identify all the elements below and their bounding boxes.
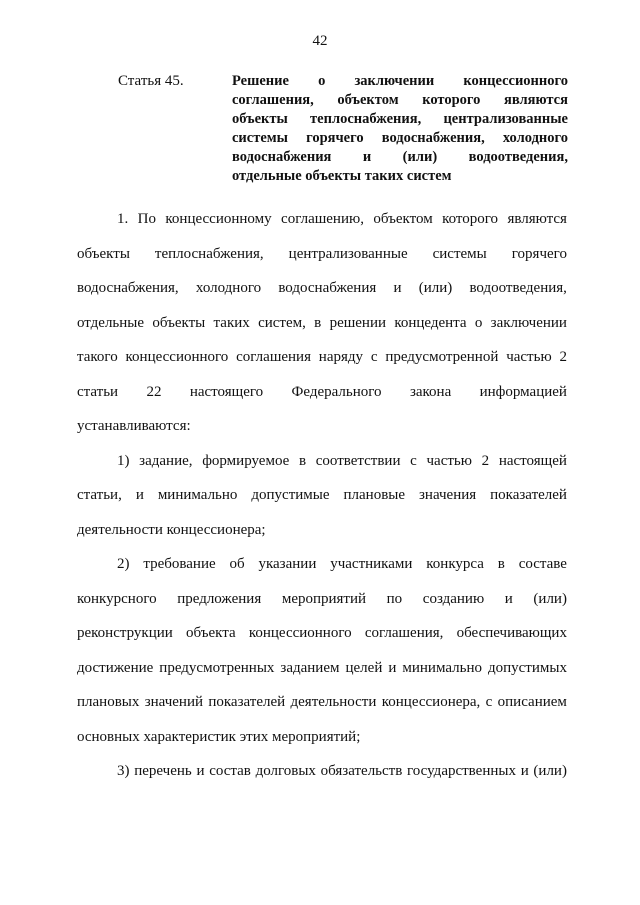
word: перечень — [134, 763, 192, 779]
article-title-line — [232, 129, 568, 148]
word: допустимых — [487, 659, 567, 676]
word: и — [388, 659, 397, 676]
paragraph-line — [77, 271, 567, 306]
word: водоснабжения, — [381, 130, 485, 146]
article-header — [0, 72, 640, 182]
word: которого — [422, 92, 481, 108]
word: 1. — [117, 211, 129, 227]
word: статьи — [77, 383, 119, 400]
word: задание, — [139, 452, 193, 469]
word: и — [135, 487, 144, 503]
word: заключении — [490, 314, 567, 331]
word: соглашения, — [364, 625, 444, 641]
word: холодного — [195, 280, 262, 296]
word: предложения — [177, 590, 262, 607]
list-item-line — [77, 754, 567, 789]
word: участниками — [330, 556, 413, 572]
word: деятельности — [290, 694, 377, 710]
article-title — [232, 72, 568, 186]
word: в — [314, 314, 322, 331]
word: частью — [426, 452, 472, 469]
word: теплоснабжения, — [154, 245, 264, 262]
paragraph-line — [77, 237, 567, 272]
word: плановые — [343, 487, 406, 503]
word: по — [386, 590, 403, 607]
word: и — [196, 763, 205, 779]
word: водоснабжения — [278, 280, 377, 296]
list-item-line — [77, 651, 567, 686]
word: в — [298, 452, 307, 469]
word: обязательств — [320, 763, 403, 779]
word: закона — [409, 383, 452, 400]
word: о — [474, 314, 483, 331]
word: показателей — [208, 694, 286, 710]
article-title-line — [232, 91, 568, 110]
word: значений — [144, 694, 203, 710]
word: водоснабжения, — [77, 280, 179, 296]
word: 3) — [117, 763, 130, 779]
word: требование — [143, 556, 216, 572]
word: указании — [258, 556, 317, 572]
article-title-line — [232, 72, 568, 91]
word: реконструкции — [77, 625, 173, 641]
word: концедента — [394, 314, 467, 331]
word: концессионного — [248, 625, 352, 641]
word: которого — [442, 211, 499, 227]
word: горячего — [306, 130, 364, 146]
word: частью — [506, 349, 552, 365]
word: информацией — [479, 383, 567, 400]
word: концессионера, — [381, 694, 481, 710]
list-item-line — [77, 616, 567, 651]
word: отдельные — [77, 314, 145, 331]
word: объекты — [152, 314, 206, 331]
word: (или) — [418, 280, 453, 296]
word: систем, — [258, 314, 306, 331]
word: составе — [518, 556, 567, 572]
word: 2 — [481, 452, 490, 469]
word: о — [318, 73, 326, 89]
word: централизованные — [443, 111, 568, 127]
word: концессионному — [165, 211, 272, 227]
word: допустимые — [251, 487, 330, 503]
word: 22 — [146, 383, 162, 400]
word: 2 — [559, 349, 567, 365]
word: целей — [345, 659, 383, 676]
word: 1) — [117, 452, 130, 469]
page-number: 42 — [312, 33, 328, 49]
word: системы — [232, 130, 288, 146]
word: минимально — [402, 659, 482, 676]
word: теплоснабжения, — [310, 111, 422, 127]
word: с — [370, 349, 378, 365]
list-item-line — [77, 582, 567, 617]
word: и — [520, 763, 529, 779]
word: заданием — [280, 659, 340, 676]
word: соглашения, — [232, 92, 314, 108]
article-label: Статья 45. — [118, 73, 184, 89]
word: предусмотренной — [385, 349, 499, 365]
list-item-line: основных характеристик этих мероприятий; — [77, 728, 361, 745]
word: объектом — [337, 92, 399, 108]
paragraph-line — [77, 202, 567, 237]
word: минимально — [157, 487, 238, 503]
article-title-line: отдельные объекты таких систем — [232, 168, 452, 184]
word: показателей — [490, 487, 567, 503]
paragraph-line — [77, 375, 567, 410]
word: предусмотренных — [159, 659, 275, 676]
word: значения — [419, 487, 477, 503]
word: объекта — [185, 625, 236, 641]
word: с — [485, 694, 493, 710]
word: являются — [507, 211, 567, 227]
word: решении — [329, 314, 387, 331]
word: настоящей — [498, 452, 567, 469]
word: формируемое — [202, 452, 290, 469]
word: являются — [504, 92, 568, 108]
word: созданию — [422, 590, 485, 607]
article-title-line — [232, 148, 568, 167]
word: По — [137, 211, 156, 227]
list-item-line: деятельности концессионера; — [77, 521, 266, 538]
word: описанием — [497, 694, 567, 710]
word: соглашению, — [281, 211, 364, 227]
word: состав — [209, 763, 251, 779]
paragraph-line — [77, 306, 567, 341]
word: водоотведения, — [468, 149, 568, 165]
word: холодного — [502, 130, 568, 146]
word: системы — [432, 245, 487, 262]
word: Решение — [232, 73, 289, 89]
word: и — [362, 149, 372, 165]
word: обеспечивающих — [456, 625, 567, 641]
article-body — [77, 202, 567, 789]
word: мероприятий — [281, 590, 367, 607]
word: централизованные — [288, 245, 408, 262]
word: горячего — [511, 245, 567, 262]
word: долговых — [255, 763, 316, 779]
word: с — [410, 452, 417, 469]
word: (или) — [533, 590, 567, 607]
word: настоящего — [189, 383, 264, 400]
list-item-line — [77, 547, 567, 582]
word: наряду — [318, 349, 364, 365]
paragraph-line — [77, 340, 567, 375]
word: водоотведения, — [469, 280, 567, 296]
word: и — [393, 280, 402, 296]
list-item-line — [77, 478, 567, 513]
word: водоснабжения — [232, 149, 332, 165]
word: концессионного — [463, 73, 568, 89]
word: в — [497, 556, 505, 572]
word: таких — [213, 314, 250, 331]
word: (или) — [533, 763, 567, 779]
word: объекты — [77, 245, 130, 262]
word: 2) — [117, 556, 130, 572]
article-title-line — [232, 110, 568, 129]
word: концессионного — [125, 349, 229, 365]
list-item-line — [77, 685, 567, 720]
word: соответствии — [315, 452, 401, 469]
word: соглашения — [236, 349, 311, 365]
word: заключении — [354, 73, 435, 89]
word: конкурсного — [77, 590, 157, 607]
word: объектом — [373, 211, 433, 227]
word: Федерального — [291, 383, 382, 400]
paragraph-line: устанавливаются: — [77, 418, 191, 434]
word: достижение — [77, 659, 154, 676]
word: конкурса — [426, 556, 484, 572]
word: плановых — [77, 694, 140, 710]
word: статьи, — [77, 487, 122, 503]
word: государственных — [407, 763, 516, 779]
word: такого — [77, 349, 118, 365]
word: (или) — [402, 149, 438, 165]
word: объекты — [232, 111, 288, 127]
word: и — [504, 590, 513, 607]
word: об — [229, 556, 245, 572]
list-item-line — [77, 444, 567, 479]
